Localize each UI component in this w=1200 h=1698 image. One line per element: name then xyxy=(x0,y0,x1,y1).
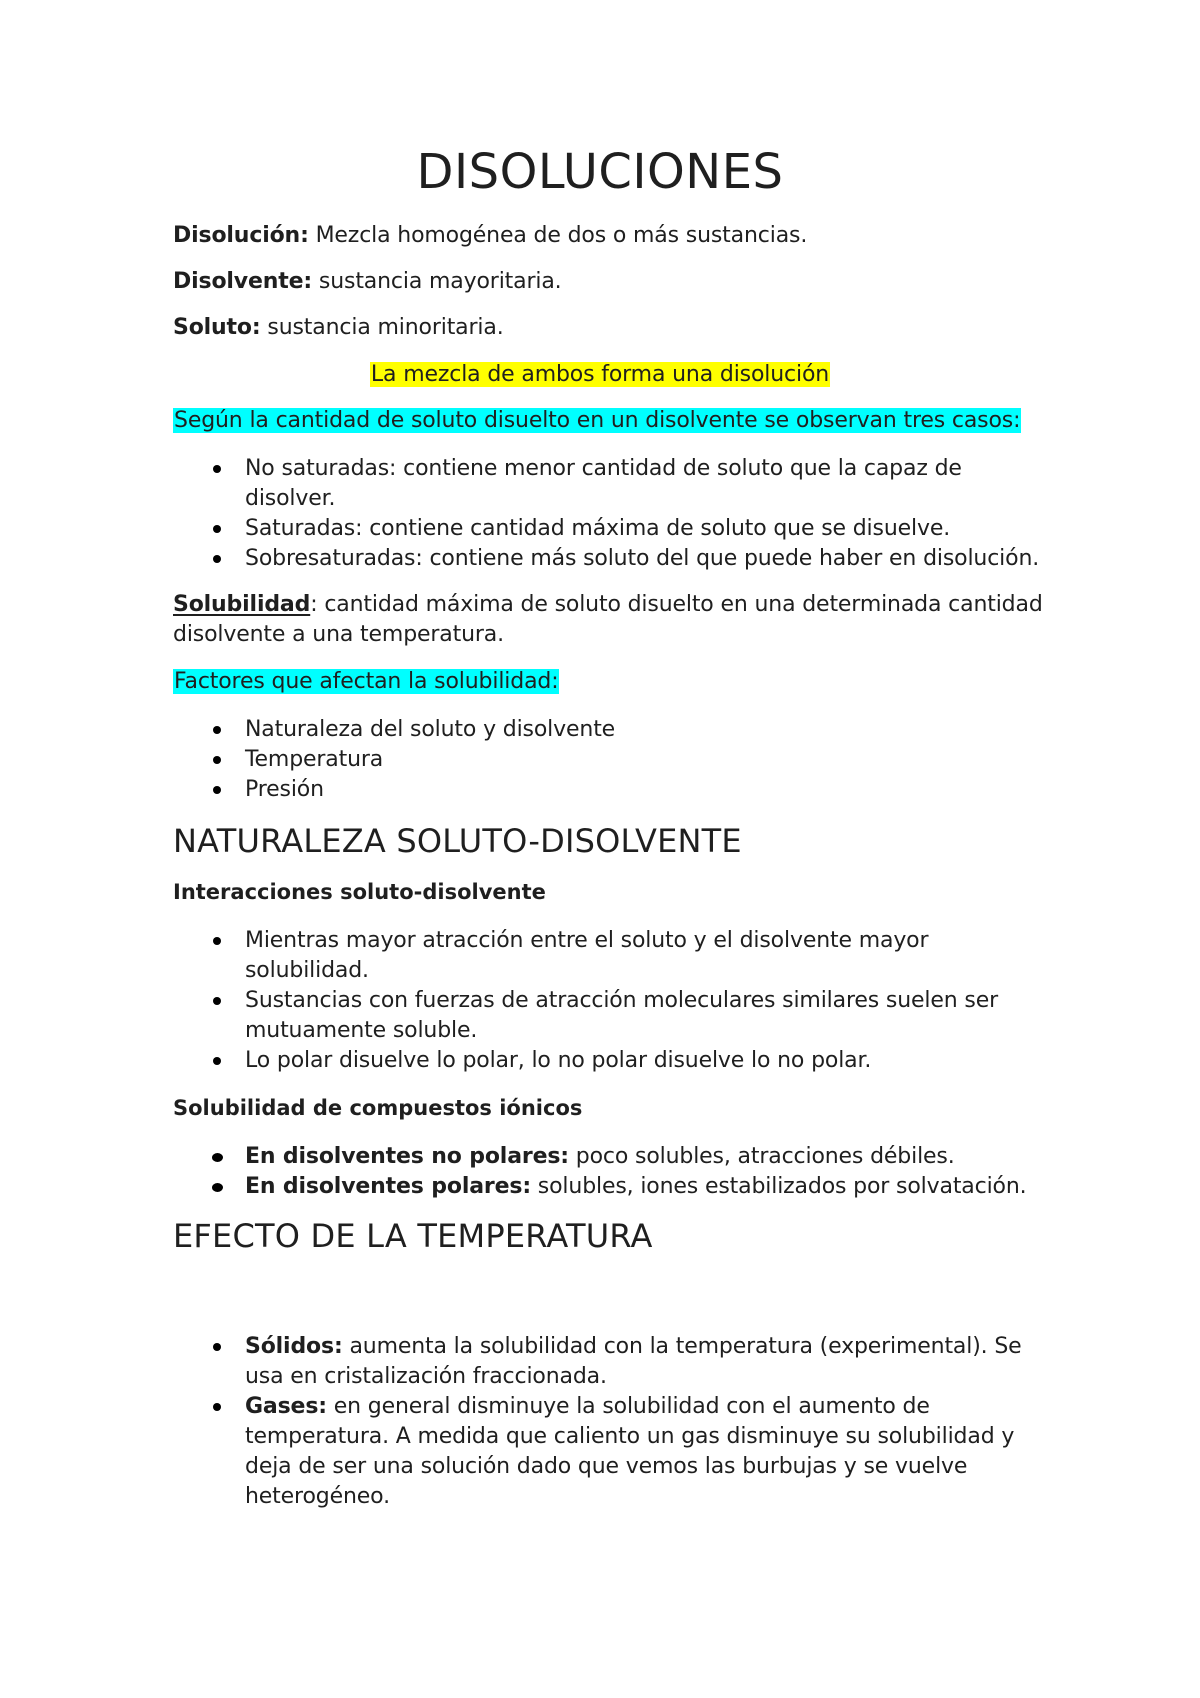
item-term: En disolventes no polares: xyxy=(245,1144,569,1169)
bullet-icon xyxy=(213,1403,221,1411)
list-item-continuation: disolver. xyxy=(245,486,336,511)
yellow-highlight: La mezcla de ambos forma una disolución xyxy=(370,362,830,387)
bullet-icon xyxy=(212,1153,223,1162)
section-heading-temperatura: EFECTO DE LA TEMPERATURA xyxy=(173,1217,653,1255)
list-item: Saturadas: contiene cantidad máxima de soluto que se disuelve. xyxy=(245,516,951,541)
list-item xyxy=(245,1172,1026,1202)
list-item-continuation: temperatura. A medida que caliento un gas disminuye su solubilidad y xyxy=(245,1424,1015,1449)
bullet-icon xyxy=(213,937,221,945)
cyan-highlight: Según la cantidad de soluto disuelto en un disolvente se observan tres casos: xyxy=(174,408,1021,433)
list-item: Naturaleza del soluto y disolvente xyxy=(245,717,616,742)
definition-term: Disolvente: xyxy=(173,269,313,294)
list-item: Sustancias con fuerzas de atracción moleculares similares suelen ser xyxy=(245,988,998,1013)
list-item xyxy=(245,1392,930,1422)
bullet-icon xyxy=(213,726,221,734)
definition-text: sustancia mayoritaria. xyxy=(312,269,562,294)
page-title: DISOLUCIONES xyxy=(416,144,784,200)
list-item-continuation: solubilidad. xyxy=(245,958,369,983)
list-item xyxy=(245,1142,955,1172)
solubility-continuation: disolvente a una temperatura. xyxy=(173,622,504,647)
item-text: solubles, iones estabilizados por solvatación. xyxy=(530,1174,1027,1199)
subheading-ionicos: Solubilidad de compuestos iónicos xyxy=(173,1096,583,1120)
solubility-text: : cantidad máxima de soluto disuelto en una determinada cantidad xyxy=(310,592,1043,617)
bullet-icon xyxy=(213,1057,221,1065)
cyan-highlight: Factores que afectan la solubilidad: xyxy=(174,669,559,694)
definition-text: sustancia minoritaria. xyxy=(260,315,504,340)
item-term: En disolventes polares: xyxy=(245,1174,531,1199)
list-item-continuation: heterogéneo. xyxy=(245,1484,390,1509)
cases-intro xyxy=(173,406,1021,436)
definition-soluto xyxy=(173,313,504,343)
definition-term: Disolución: xyxy=(173,223,309,248)
bullet-icon xyxy=(213,465,221,473)
bullet-icon xyxy=(213,786,221,794)
bullet-icon xyxy=(213,1343,221,1351)
solubility-definition xyxy=(173,590,1043,620)
list-item: Sobresaturadas: contiene más soluto del que puede haber en disolución. xyxy=(245,546,1040,571)
bullet-icon xyxy=(213,525,221,533)
list-item-continuation: usa en cristalización fraccionada. xyxy=(245,1364,607,1389)
section-heading-naturaleza: NATURALEZA SOLUTO-DISOLVENTE xyxy=(173,822,742,860)
list-item: Presión xyxy=(245,777,324,802)
item-text: aumenta la solubilidad con la temperatura (experimental). Se xyxy=(342,1334,1022,1359)
definition-disolvente xyxy=(173,267,562,297)
list-item-continuation: mutuamente soluble. xyxy=(245,1018,478,1043)
subheading-interacciones: Interacciones soluto-disolvente xyxy=(173,880,546,904)
definition-disolucion xyxy=(173,221,807,251)
list-item: Temperatura xyxy=(245,747,384,772)
list-item: Lo polar disuelve lo polar, lo no polar disuelve lo no polar. xyxy=(245,1048,872,1073)
item-term: Gases: xyxy=(245,1394,327,1419)
list-item-continuation: deja de ser una solución dado que vemos las burbujas y se vuelve xyxy=(245,1454,968,1479)
definition-term: Soluto: xyxy=(173,315,261,340)
bullet-icon xyxy=(213,756,221,764)
list-item: No saturadas: contiene menor cantidad de soluto que la capaz de xyxy=(245,456,962,481)
item-text: en general disminuye la solubilidad con el aumento de xyxy=(326,1394,930,1419)
bullet-icon xyxy=(213,997,221,1005)
definition-text: Mezcla homogénea de dos o más sustancias. xyxy=(308,223,808,248)
solubility-term: Solubilidad xyxy=(173,592,311,617)
item-text: poco solubles, atracciones débiles. xyxy=(568,1144,955,1169)
bullet-icon xyxy=(213,555,221,563)
centered-note xyxy=(0,360,1200,390)
list-item: Mientras mayor atracción entre el soluto y el disolvente mayor xyxy=(245,928,929,953)
bullet-icon xyxy=(212,1183,223,1192)
list-item xyxy=(245,1332,1022,1362)
item-term: Sólidos: xyxy=(245,1334,343,1359)
factors-intro xyxy=(173,667,559,697)
